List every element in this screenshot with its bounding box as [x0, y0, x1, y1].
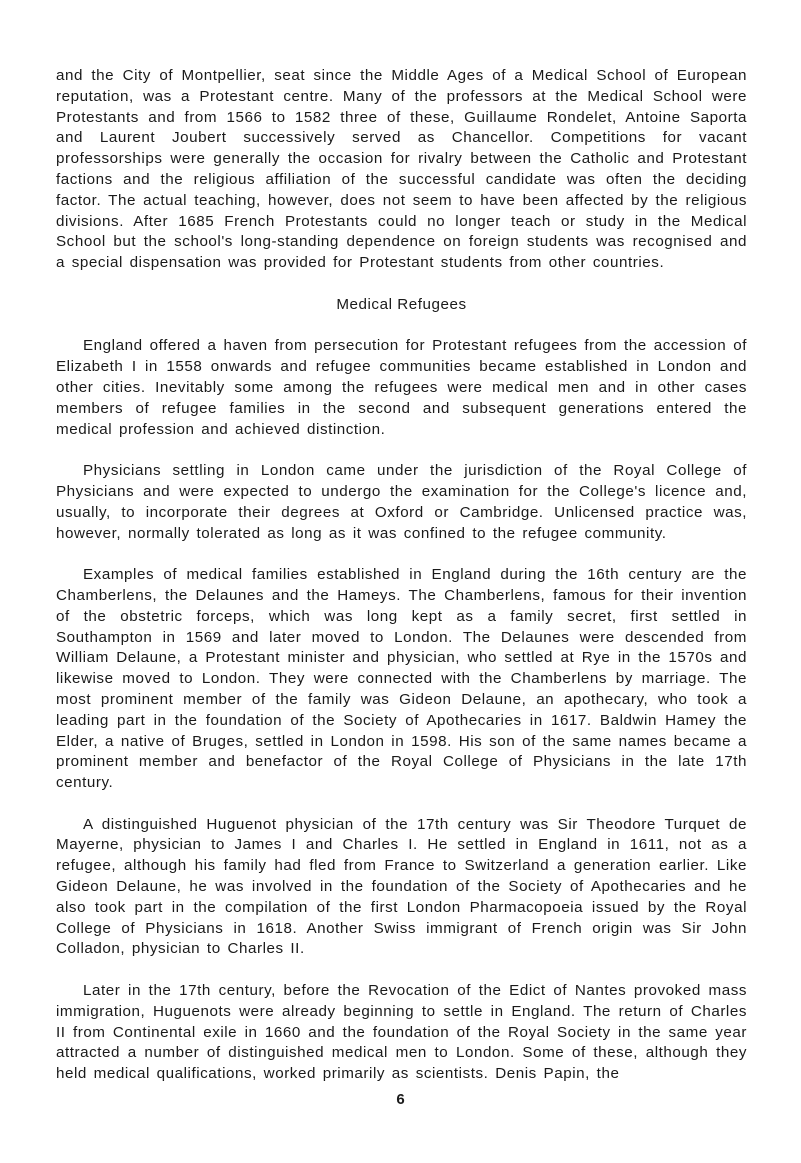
opening-paragraph: and the City of Montpellier, seat since the Middle Ages of a Medical School of European reputation, was a Protestant centre. Many of the professors at the Medical School were Protestants and from 1566 to 1582 three of these, Guillaume Rondelet, Antoine Saporta and Laurent Joubert successively served as Chancellor. Competitions for vacant professorships were generally the occasion for rivalry between the Catholic and Protestant factions and the religious affiliation of the successful candidate was often the deciding factor. The actual teaching, however, does not seem to have been affected by the religious divisions. After 1685 French Protestants could no longer teach or study in the Medical School but the school's long-standing dependence on foreign students was recognised and a special dispensation was provided for Protestant students from other countries. [56, 67, 747, 272]
document-page [56, 66, 747, 1085]
section-heading: Medical Refugees [336, 295, 467, 313]
spacer [56, 274, 747, 295]
spacer [56, 316, 747, 337]
page-number: 6 [396, 1091, 405, 1108]
paragraph-medical-families: Examples of medical families established in England during the 16th century are the Chamberlens, the Delaunes and the Hameys. The Chamberlens, famous for their invention of the obstetric forceps, which was long kept as a family secret, first settled in Southampton in 1569 and later moved to London. The Delaunes were descended from William Delaune, a Protestant minister and physician, who settled at Rye in the 1570s and likewise moved to London. They were connected with the Chamberlens by marriage. The most prominent member of the family was Gideon Delaune, an apothecary, who took a leading part in the foundation of the Society of Apothecaries in 1617. Baldwin Hamey the Elder, a native of Bruges, settled in London in 1598. His son of the same names became a prominent member and benefactor of the Royal College of Physicians in the late 17th century. [56, 566, 747, 792]
paragraph-physicians-london: Physicians settling in London came under the jurisdiction of the Royal College of Physicians and were expected to undergo the examination for the College's licence and, usually, to incorporate their degrees at Oxford or Cambridge. Unlicensed practice was, however, normally tolerated as long as it was confined to the refugee community. [56, 462, 747, 542]
spacer [56, 960, 747, 981]
paragraph-later-17th-century: Later in the 17th century, before the Revocation of the Edict of Nantes provoked mass immigration, Huguenots were already beginning to settle in England. The return of Charles II from Continental exile in 1660 and the foundation of the Royal Society in the same year attracted a number of distinguished medical men to London. Some of these, although they held medical qualifications, worked primarily as scientists. Denis Papin, the [56, 982, 747, 1083]
spacer [56, 794, 747, 815]
spacer [56, 544, 747, 565]
spacer [56, 440, 747, 461]
paragraph-mayerne: A distinguished Huguenot physician of the 17th century was Sir Theodore Turquet de Mayerne, physician to James I and Charles I. He settled in England in 1611, not as a refugee, although his family had fled from France to Switzerland a generation earlier. Like Gideon Delaune, he was involved in the foundation of the Society of Apothecaries and he also took part in the compilation of the first London Pharmacopoeia issued by the Royal College of Physicians in 1618. Another Swiss immigrant of French origin was Sir John Colladon, physician to Charles II. [56, 815, 747, 958]
paragraph-england-haven: England offered a haven from persecution for Protestant refugees from the accession of Elizabeth I in 1558 onwards and refugee communities became established in London and other cities. Inevitably some among the refugees were medical men and in other cases members of refugee families in the second and subsequent generations entered the medical profession and achieved distinction. [56, 337, 747, 438]
